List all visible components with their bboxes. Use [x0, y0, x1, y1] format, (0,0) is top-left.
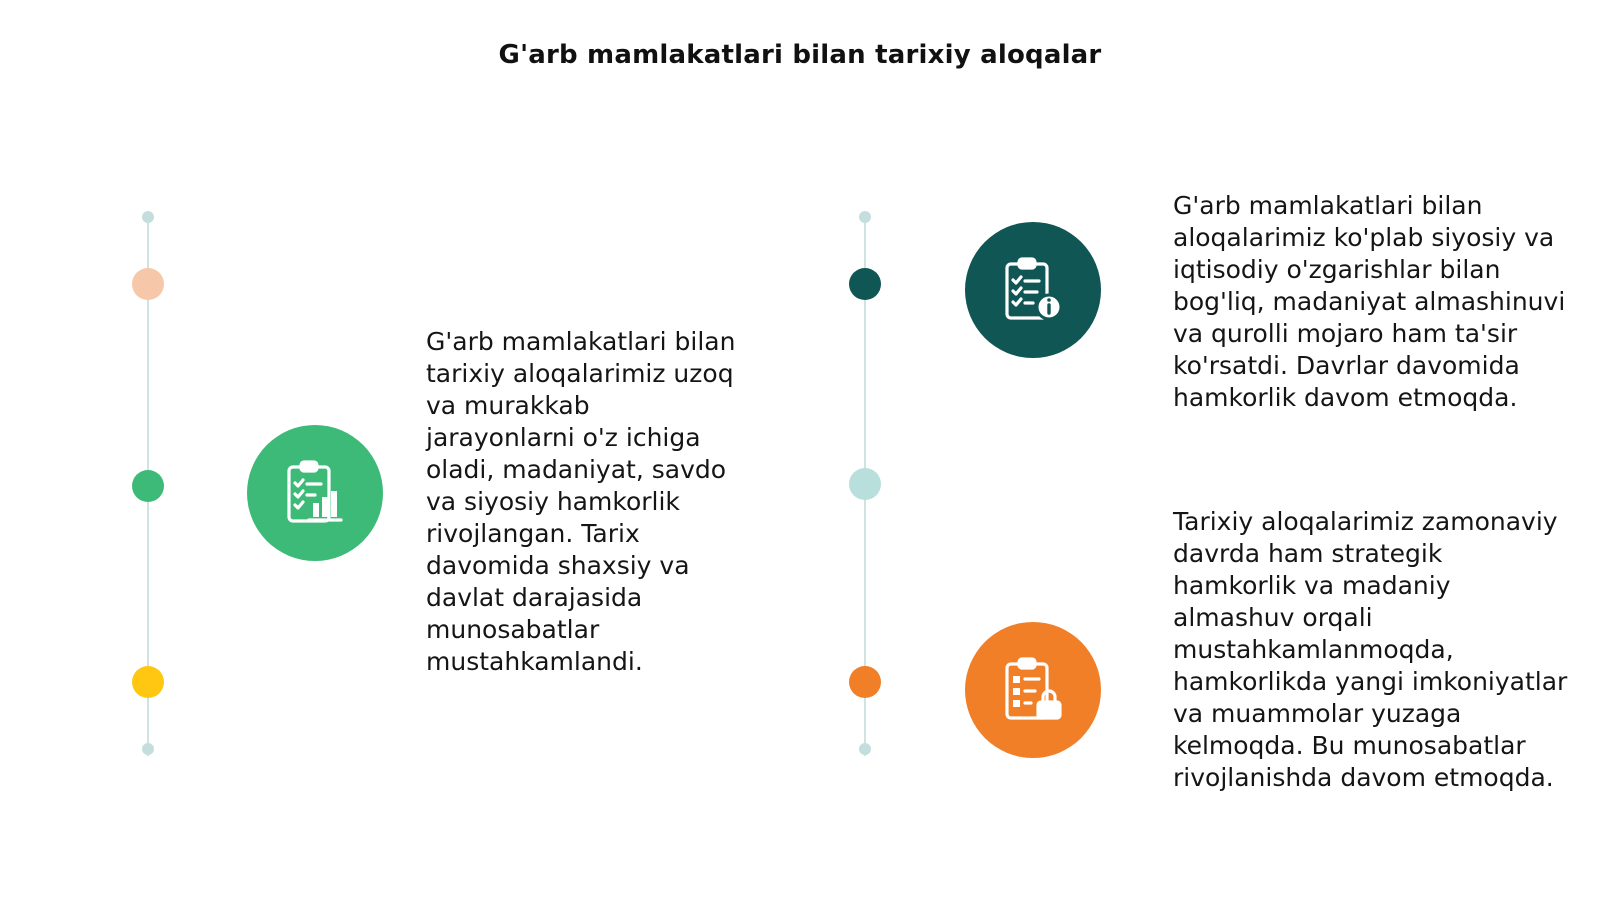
- timeline-dot-orange: [849, 666, 881, 698]
- timeline-dot-dark-teal: [849, 268, 881, 300]
- block-text-2: G'arb mamlakatlari bilan aloqalarimiz ko'plab siyosiy va iqtisodiy o'zgarishlar bilan bog'liq, madaniyat almashinuvi va qurolli mojaro ham ta'sir ko'rsatdi. Davrlar davomida hamkorlik davom etmoqda.: [1173, 191, 1566, 412]
- timeline-dot-peach: [132, 268, 164, 300]
- timeline-dot-yellow: [132, 666, 164, 698]
- timeline-start-cap: [859, 211, 871, 223]
- clipboard-chart-icon: [279, 457, 351, 529]
- timeline-right: [845, 210, 885, 770]
- block-text-1: G'arb mamlakatlari bilan tarixiy aloqalarimiz uzoq va murakkab jarayonlarni o'z ichiga oladi, madaniyat, savdo va siyosiy hamkorlik rivojlangan. Tarix davomida shaxsiy va davlat darajasida munosabatlar mustahkamlandi.: [426, 327, 736, 676]
- icon-circle-dark-teal: [965, 222, 1101, 358]
- timeline-end-cap: [859, 743, 871, 755]
- block-text-3: Tarixiy aloqalarimiz zamonaviy davrda ham strategik hamkorlik va madaniy almashuv orqali mustahkamlanmoqda, hamkorlikda yangi imkoniyatlar va muammolar yuzaga kelmoqda. Bu munosabatlar rivojlanishda davom etmoqda.: [1173, 507, 1568, 792]
- timeline-left: [128, 210, 168, 770]
- timeline-end-cap: [142, 743, 154, 755]
- timeline-dot-light-teal: [849, 468, 881, 500]
- clipboard-lock-icon: [997, 654, 1069, 726]
- timeline-dot-green: [132, 470, 164, 502]
- page-title: G'arb mamlakatlari bilan tarixiy aloqalar: [498, 40, 1102, 70]
- timeline-start-cap: [142, 211, 154, 223]
- clipboard-info-icon: [997, 254, 1069, 326]
- icon-circle-green: [247, 425, 383, 561]
- icon-circle-orange: [965, 622, 1101, 758]
